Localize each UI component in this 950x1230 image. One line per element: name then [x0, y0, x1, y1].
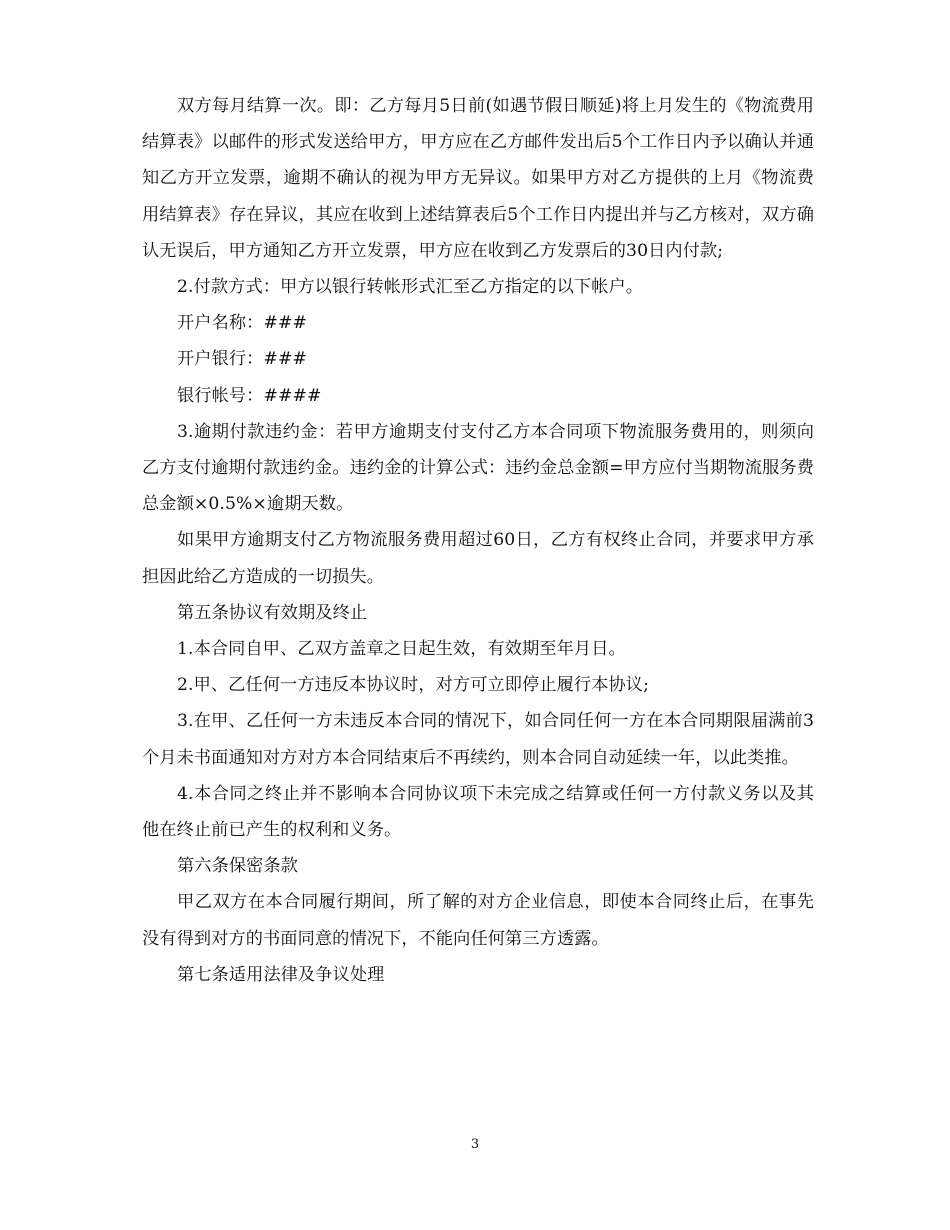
paragraph-termination-effect: 4.本合同之终止并不影响本合同协议项下未完成之结算或任何一方付款义务以及其他在终止前已产生的权利和义务。 [142, 783, 814, 841]
document-body [142, 88, 814, 993]
paragraph-effective-date: 1.本合同自甲、乙双方盖章之日起生效，有效期至年月日。 [177, 639, 626, 660]
paragraph-late-fee: 3.逾期付款违约金：若甲方逾期支付支付乙方本合同项下物流服务费用的，则须向乙方支付逾期付款违约金。违约金的计算公式：违约金总金额=甲方应付当期物流服务费总金额×0.5%×逾期天数。 [142, 421, 814, 515]
paragraph-payment-method: 2.付款方式：甲方以银行转帐形式汇至乙方指定的以下帐户。 [177, 277, 644, 298]
paragraph-account-number: 银行帐号：#### [177, 385, 322, 406]
page-number: 3 [470, 1137, 480, 1152]
paragraph-account-name: 开户名称：### [177, 313, 307, 334]
heading-article-7: 第七条适用法律及争议处理 [177, 964, 385, 985]
heading-article-5: 第五条协议有效期及终止 [177, 602, 368, 623]
paragraph-breach: 2.甲、乙任何一方违反本协议时，对方可立即停止履行本协议; [177, 675, 649, 696]
paragraph-settlement: 双方每月结算一次。即：乙方每月5日前(如遇节假日顺延)将上月发生的《物流费用结算表》以邮件的形式发送给甲方，甲方应在乙方邮件发出后5个工作日内予以确认并通知乙方开立发票，逾期不确认的视为甲方无异议。如果甲方对乙方提供的上月《物流费用结算表》存在异议，其应在收到上述结算表后5个工作日内提出并与乙方核对，双方确认无误后，甲方通知乙方开立发票，甲方应在收到乙方发票后的30日内付款; [142, 96, 814, 261]
paragraph-auto-renewal: 3.在甲、乙任何一方未违反本合同的情况下，如合同任何一方在本合同期限届满前3个月未书面通知对方对方本合同结束后不再续约，则本合同自动延续一年，以此类推。 [142, 711, 814, 768]
paragraph-termination-right: 如果甲方逾期支付乙方物流服务费用超过60日，乙方有权终止合同，并要求甲方承担因此给乙方造成的一切损失。 [142, 530, 814, 587]
paragraph-account-bank: 开户银行：### [177, 349, 307, 370]
heading-article-6: 第六条保密条款 [177, 856, 299, 877]
paragraph-confidentiality: 甲乙双方在本合同履行期间，所了解的对方企业信息，即使本合同终止后，在事先没有得到对方的书面同意的情况下，不能向任何第三方透露。 [142, 892, 814, 949]
